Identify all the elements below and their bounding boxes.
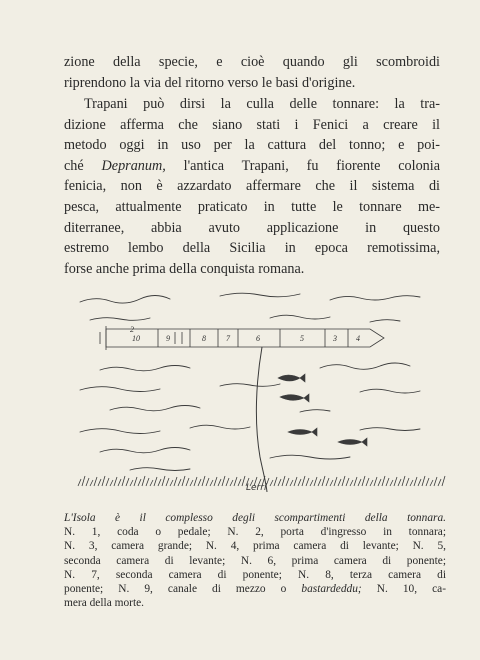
hatch-stroke: [426, 478, 429, 486]
caption-line: ponente; N. 9, canale di mezzo o bastardeddu; N. 10, ca-: [64, 583, 446, 596]
text-line: zione della specie, e cioè quando gli scombroidi: [64, 54, 440, 70]
hatch-stroke: [170, 480, 173, 486]
compartment-label: 9: [166, 334, 170, 343]
hatch-stroke: [382, 476, 385, 486]
text-line: metodo oggi in uso per la cattura del tonno; e poi-: [64, 137, 440, 154]
hatch-stroke: [306, 478, 309, 486]
hatch-stroke: [234, 477, 237, 486]
hatch-stroke: [358, 479, 361, 486]
hatch-stroke: [214, 477, 217, 486]
hatch-stroke: [298, 479, 301, 486]
hatch-stroke: [190, 480, 193, 486]
hatch-stroke: [186, 478, 189, 486]
hatch-stroke: [138, 479, 141, 486]
hatch-stroke: [146, 478, 149, 486]
hatch-stroke: [118, 479, 121, 486]
compartment-label: 3: [333, 334, 337, 343]
tonnara-illustration: [70, 282, 450, 502]
hatch-stroke: [94, 477, 97, 486]
compartment-label: 5: [300, 334, 304, 343]
hatch-stroke: [222, 476, 225, 486]
anchor-line: [256, 347, 267, 492]
hatch-stroke: [226, 478, 229, 486]
hatch-stroke: [282, 476, 285, 486]
hatch-stroke: [82, 476, 85, 486]
artist-signature: Lerri: [246, 483, 267, 493]
hatch-stroke: [386, 478, 389, 486]
paragraph-1: [64, 52, 440, 93]
hatch-stroke: [414, 477, 417, 486]
compartment-label: 10: [132, 334, 140, 343]
caption-line: seconda camera di levante; N. 6, prima camera di ponente;: [64, 554, 446, 567]
text-line: ché Depranum, l'antica Trapani, fu fiorente colonia: [64, 157, 440, 174]
caption-line: N. 3, camera grande; N. 4, prima camera di levante; N. 5,: [64, 540, 446, 553]
hatch-stroke: [418, 479, 421, 486]
hatch-stroke: [230, 480, 233, 486]
hatch-stroke: [158, 479, 161, 486]
hatch-stroke: [442, 476, 445, 486]
hatch-stroke: [182, 476, 185, 486]
hatch-stroke: [430, 480, 433, 486]
hatch-stroke: [342, 476, 345, 486]
hatch-stroke: [210, 480, 213, 486]
compartment-label: 2: [130, 325, 134, 334]
hatch-stroke: [434, 477, 437, 486]
compartment-label: 8: [202, 334, 206, 343]
hatch-stroke: [390, 480, 393, 486]
sea-waves: [80, 293, 420, 470]
hatch-stroke: [206, 478, 209, 486]
compartment-label: 7: [226, 334, 230, 343]
hatch-stroke: [422, 476, 425, 486]
hatch-stroke: [294, 477, 297, 486]
figure-caption: [64, 511, 446, 610]
hatch-stroke: [106, 478, 109, 486]
caption-line: N. 7, seconda camera di ponente; N. 8, terza camera di: [64, 568, 446, 581]
hatch-stroke: [198, 479, 201, 486]
hatch-stroke: [326, 478, 329, 486]
hatch-stroke: [374, 477, 377, 486]
hatch-stroke: [350, 480, 353, 486]
hatch-stroke: [86, 478, 89, 486]
hatch-stroke: [394, 477, 397, 486]
text-line: estremo lembo della Sicilia in epoca remotissima,: [64, 240, 440, 257]
text-line: diterranee, abbia avuto applicazione in questo: [64, 219, 440, 236]
hatch-stroke: [278, 479, 281, 486]
compartment-label: 4: [356, 334, 360, 343]
hatch-stroke: [286, 478, 289, 486]
hatch-stroke: [130, 480, 133, 486]
hatch-stroke: [362, 476, 365, 486]
hatch-stroke: [110, 480, 113, 486]
hatch-stroke: [194, 477, 197, 486]
hatch-stroke: [314, 477, 317, 486]
hatch-stroke: [90, 480, 93, 486]
compartment-number-labels: [130, 325, 360, 343]
italic-place-name: Depranum,: [101, 157, 166, 174]
hatch-stroke: [154, 477, 157, 486]
hatch-stroke: [270, 480, 273, 486]
compartment-label: 6: [256, 334, 260, 343]
hatch-stroke: [202, 476, 205, 486]
hatch-stroke: [150, 480, 153, 486]
hatch-stroke: [238, 479, 241, 486]
hatch-stroke: [334, 477, 337, 486]
hatch-stroke: [274, 477, 277, 486]
text-line: forse anche prima della conquista romana.: [64, 260, 305, 277]
hatch-stroke: [366, 478, 369, 486]
text-line: fenicia, non è azzardato affermare che il sistema di: [64, 178, 440, 195]
hatch-stroke: [78, 479, 81, 486]
hatch-stroke: [338, 479, 341, 486]
hatch-stroke: [114, 477, 117, 486]
caption-line: N. 1, coda o pedale; N. 2, porta d'ingresso in tonnara;: [64, 526, 446, 539]
text-line: riprendono la via del ritorno verso le basi d'origine.: [64, 74, 356, 91]
hatch-stroke: [438, 479, 441, 486]
hatch-stroke: [98, 479, 101, 486]
hatch-stroke: [166, 478, 169, 486]
hatch-stroke: [354, 477, 357, 486]
hatch-stroke: [410, 480, 413, 486]
hatch-stroke: [134, 477, 137, 486]
text-line: pesca, attualmente praticato in tutte le tonnare me-: [64, 198, 440, 215]
hatch-stroke: [346, 478, 349, 486]
hatch-stroke: [370, 480, 373, 486]
hatch-stroke: [398, 479, 401, 486]
paragraph-2: [64, 94, 440, 279]
hatch-stroke: [174, 477, 177, 486]
hatch-stroke: [310, 480, 313, 486]
hatch-stroke: [318, 479, 321, 486]
hatch-stroke: [218, 479, 221, 486]
hatch-stroke: [142, 476, 145, 486]
text-line: dizione afferma che siano stati i Fenici a creare il: [64, 116, 440, 133]
hatch-stroke: [126, 478, 129, 486]
hatch-stroke: [406, 478, 409, 486]
caption-line: mera della morte.: [64, 597, 145, 610]
hatch-stroke: [302, 476, 305, 486]
hatch-stroke: [102, 476, 105, 486]
hatch-stroke: [402, 476, 405, 486]
hatch-stroke: [162, 476, 165, 486]
hatch-stroke: [290, 480, 293, 486]
hatch-stroke: [178, 479, 181, 486]
hatch-stroke: [122, 476, 125, 486]
net-compartments: [100, 326, 384, 350]
hatch-stroke: [378, 479, 381, 486]
hatch-stroke: [322, 476, 325, 486]
hatch-stroke: [330, 480, 333, 486]
hatch-stroke: [242, 476, 245, 486]
text-line: Trapani può dirsi la culla delle tonnare: la tra-: [84, 96, 440, 112]
caption-line: L'Isola è il complesso degli scompartimenti della tonnara.: [64, 512, 446, 524]
